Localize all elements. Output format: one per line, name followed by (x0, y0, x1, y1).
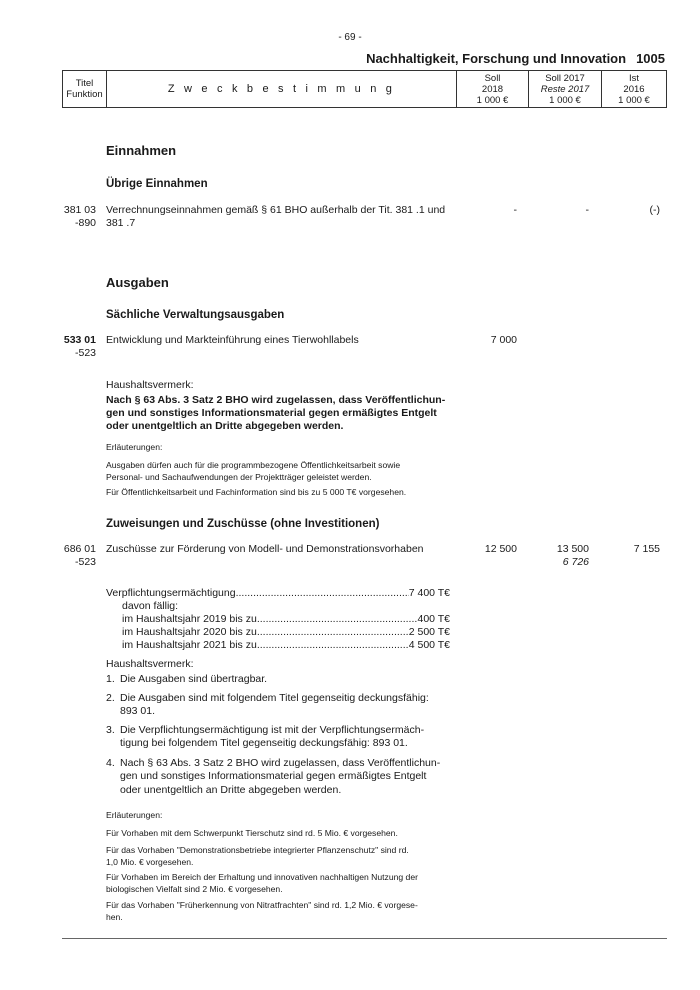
saechliche-heading: Sächliche Verwaltungsausgaben (106, 309, 285, 321)
erl-686-p2-line1: Für das Vorhaben "Demonstrationsbetriebe integrierter Pflanzenschutz" sind rd. (106, 845, 409, 855)
footer-rule (62, 938, 667, 939)
item-686-01-reste-2017: 6 726 (562, 556, 589, 568)
vermerk-item-2-line1: Die Ausgaben sind mit folgendem Titel gegenseitig deckungsfähig: (120, 692, 429, 704)
vermerk-533-line1: Nach § 63 Abs. 3 Satz 2 BHO wird zugelassen, dass Veröffentlichun- (106, 394, 446, 406)
col-soll-2018 (457, 71, 529, 108)
item-533-01-soll-2018: 7 000 (490, 334, 517, 346)
vermerk-item-4-number: 4. (106, 757, 115, 769)
chapter-code: 1005 (636, 51, 665, 66)
erl-686-p3-line2: biologischen Vielfalt sind 2 Mio. € vorgesehen. (106, 883, 283, 894)
col-titel-funktion (63, 71, 107, 108)
ve-faellig-label: davon fällig: (122, 600, 179, 612)
erl-686-p4-line1: Für das Vorhaben "Früherkennung von Nitratfrachten" sind rd. 1,2 Mio. € vorgese- (106, 900, 418, 910)
ve-row-2019-label: im Haushaltsjahr 2019 bis zu (122, 613, 257, 625)
haushaltsvermerk-label-1: Haushaltsvermerk: (106, 379, 194, 391)
vermerk-item-3-line2: tigung bei folgendem Titel gegenseitig deckungsfähig: 893 01. (120, 737, 408, 750)
haushaltsvermerk-label-2: Haushaltsvermerk: (106, 658, 194, 670)
ve-row-2019-value: 400 T€ (417, 613, 450, 625)
page-title (366, 51, 665, 66)
item-381-03-text (106, 204, 451, 230)
ve-row-2019 (122, 613, 450, 626)
vermerk-item-4-line1: Nach § 63 Abs. 3 Satz 2 BHO wird zugelassen, dass Veröffentlichun- (120, 757, 441, 769)
col-soll-2018-l3: 1 000 € (476, 94, 509, 106)
vermerk-item-4-line3: oder unentgeltlich an Dritte abgegeben werden. (120, 783, 342, 796)
titel-381-03: 381 03 (63, 204, 96, 216)
vermerk-item-4 (106, 757, 451, 797)
funktion-890: -890 (74, 217, 96, 229)
vermerk-item-3 (106, 724, 451, 751)
item-381-03-soll-2018: - (513, 204, 517, 216)
column-header-table (62, 70, 667, 108)
vermerk-item-1 (106, 673, 451, 686)
erlaeuterung-686-p3 (106, 872, 451, 895)
vermerk-item-1-number: 1. (106, 673, 115, 685)
page-number: - 69 - (338, 32, 362, 43)
erl-533-p1-line1: Ausgaben dürfen auch für die programmbezogene Öffentlichkeitsarbeit sowie (106, 460, 401, 470)
ve-value: 7 400 T€ (408, 587, 450, 599)
ve-label: Verpflichtungsermächtigung (106, 587, 236, 599)
erlaeuterung-533-p2: Für Öffentlichkeitsarbeit und Fachinformation sind bis zu 5 000 T€ vorgesehen. (106, 487, 407, 497)
uebrige-einnahmen-heading: Übrige Einnahmen (106, 178, 208, 190)
section-title: Nachhaltigkeit, Forschung und Innovation (366, 51, 627, 66)
erl-533-p1-line2: Personal- und Sachaufwendungen der Projektträger geleistet werden. (106, 471, 372, 482)
col-ist-2016 (602, 71, 667, 108)
item-686-01-soll-2017: 13 500 (556, 543, 589, 555)
funktion-523-a: -523 (74, 347, 96, 359)
col-zweckbestimmung: Z w e c k b e s t i m m u n g (107, 71, 457, 108)
item-686-01-soll-2018: 12 500 (484, 543, 517, 555)
item-381-03-soll-2017: - (585, 204, 589, 216)
erl-686-p4-line2: hen. (106, 911, 123, 922)
vermerk-item-3-number: 3. (106, 724, 115, 736)
titel-686-01: 686 01 (63, 543, 96, 555)
col-titel-label: Titel (75, 78, 94, 89)
vermerk-item-2-line2: 893 01. (120, 705, 156, 718)
haushaltsvermerk-533-01 (106, 394, 451, 433)
erlaeuterung-533-p1 (106, 460, 451, 483)
item-381-03-line1: Verrechnungseinnahmen gemäß § 61 BHO außerhalb der Tit. 381 .1 und (106, 204, 446, 216)
vermerk-533-line3: oder unentgeltlich an Dritte abgegeben werden. (106, 420, 344, 432)
erl-686-p3-line1: Für Vorhaben im Bereich der Erhaltung und innovativen nachhaltigen Nutzung der (106, 872, 418, 882)
col-soll-2017-l2: Reste 2017 (540, 83, 590, 95)
vermerk-item-2 (106, 692, 451, 719)
ve-row-2021-label: im Haushaltsjahr 2021 bis zu (122, 639, 257, 651)
erlaeuterungen-label-2: Erläuterungen: (106, 810, 163, 820)
ausgaben-heading: Ausgaben (106, 275, 169, 290)
ve-row-2020-label: im Haushaltsjahr 2020 bis zu (122, 626, 257, 638)
item-381-03-ist-2016: (-) (649, 204, 660, 216)
col-funktion-label: Funktion (66, 89, 103, 100)
erl-686-p1-line1: Für Vorhaben mit dem Schwerpunkt Tierschutz sind rd. 5 Mio. € vorgesehen. (106, 828, 398, 838)
col-soll-2017 (529, 71, 602, 108)
erlaeuterungen-label-1: Erläuterungen: (106, 442, 163, 452)
col-ist-2016-l2: 2016 (623, 83, 645, 95)
zuweisungen-heading: Zuweisungen und Zuschüsse (ohne Investitionen) (106, 518, 380, 530)
col-soll-2018-l1: Soll (484, 72, 501, 84)
ve-row-2020-value: 2 500 T€ (408, 626, 450, 638)
funktion-523-b: -523 (74, 556, 96, 568)
vermerk-item-3-line1: Die Verpflichtungsermächtigung ist mit der Verpflichtungsermäch- (120, 724, 425, 736)
col-ist-2016-l3: 1 000 € (618, 94, 650, 106)
ve-row-2021 (122, 639, 450, 652)
erl-686-p2-line2: 1,0 Mio. € vorgesehen. (106, 856, 194, 867)
item-686-01-ist-2016: 7 155 (633, 543, 660, 555)
vermerk-item-2-number: 2. (106, 692, 115, 704)
erlaeuterung-686-p1 (106, 828, 451, 840)
item-381-03-line2: 381 .7 (106, 217, 136, 229)
vermerk-item-1-line1: Die Ausgaben sind übertragbar. (120, 673, 268, 685)
col-soll-2018-l2: 2018 (481, 83, 504, 95)
titel-533-01: 533 01 (63, 334, 96, 346)
item-686-01-text: Zuschüsse zur Förderung von Modell- und Demonstrationsvorhaben (106, 543, 424, 555)
einnahmen-heading: Einnahmen (106, 143, 177, 158)
ve-row-2020 (122, 626, 450, 639)
item-533-01-text: Entwicklung und Markteinführung eines Tierwohllabels (106, 334, 359, 346)
ve-row-2021-value: 4 500 T€ (408, 639, 450, 651)
erlaeuterung-686-p2 (106, 845, 451, 868)
vermerk-533-line2: gen und sonstiges Informationsmaterial gegen ermäßigtes Entgelt (106, 407, 437, 419)
vermerk-item-4-line2: gen und sonstiges Informationsmaterial gegen ermäßigtes Entgelt (120, 770, 427, 783)
ve-total-row (106, 587, 450, 600)
col-soll-2017-l1: Soll 2017 (545, 72, 585, 84)
erlaeuterung-686-p4 (106, 900, 451, 923)
col-soll-2017-l3: 1 000 € (549, 94, 581, 106)
col-ist-2016-l1: Ist (628, 72, 640, 84)
